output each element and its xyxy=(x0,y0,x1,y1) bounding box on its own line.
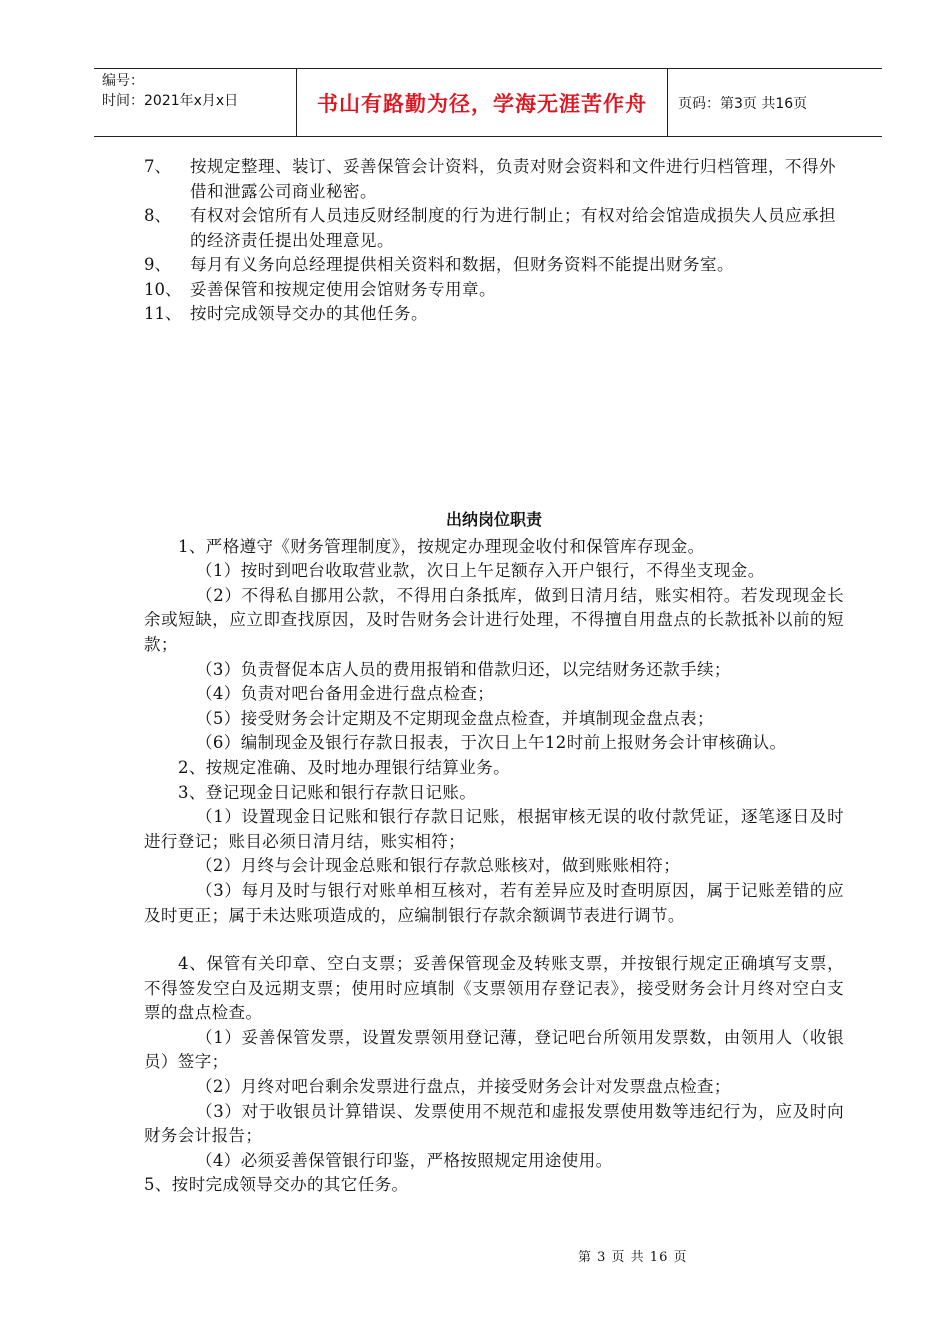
paragraph: （4）负责对吧台备用金进行盘点检查； xyxy=(196,684,495,704)
item-text: 每月有义务向总经理提供相关资料和数据，但财务资料不能提出财务室。 xyxy=(190,255,734,274)
paragraph: 4、保管有关印章、空白支票；妥善保管现金及转账支票，并按银行规定正确填写支票，不得签发空白及远期支票；使用时应填制《支票领用存登记表》，接受财务会计月终对空白支票的盘点检查。 xyxy=(144,954,844,1023)
item-text: 按规定整理、装订、妥善保管会计资料，负责对财会资料和文件进行归档管理，不得外借和泄露公司商业秘密。 xyxy=(190,157,836,201)
item-number: 11、 xyxy=(144,304,182,323)
cashier-duties-section xyxy=(144,508,844,1198)
header-motto-cell xyxy=(296,69,668,136)
page-footer: 第 3 页 共 16 页 xyxy=(578,1250,688,1265)
paragraph: （2）月终对吧台剩余发票进行盘点，并接受财务会计对发票盘点检查； xyxy=(196,1077,731,1097)
header-page-cell xyxy=(668,69,882,136)
list-item xyxy=(144,253,844,278)
item-text: 有权对会馆所有人员违反财经制度的行为进行制止；有权对给会馆造成损失人员应承担的经济责任提出处理意见。 xyxy=(190,206,836,250)
paragraph: （1）设置现金日记账和银行存款日记账，根据审核无误的收付款凭证，逐笔逐日及时进行登记；账目必须日清月结，账实相符； xyxy=(144,807,844,851)
paragraph: （1）按时到吧台收取营业款，次日上午足额存入开户银行，不得坐支现金。 xyxy=(196,561,765,581)
header-meta xyxy=(94,69,296,136)
time-label: 时间：2021年x月x日 xyxy=(102,93,239,109)
paragraph: （3）负责督促本店人员的费用报销和借款归还，以完结财务还款手续； xyxy=(196,659,731,679)
list-item xyxy=(144,204,844,253)
page-header xyxy=(94,68,882,137)
paragraph: （4）必须妥善保管银行印鉴，严格按照规定用途使用。 xyxy=(196,1150,613,1170)
item-number: 8、 xyxy=(144,206,171,225)
paragraph: （2）不得私自挪用公款，不得用白条抵库，做到日清月结，账实相符。若发现现金长余或短缺，应立即查找原因，及时告财务会计进行处理，不得擅自用盘点的长款抵补以前的短款； xyxy=(144,585,844,654)
spacer xyxy=(144,928,844,952)
paragraph: （6）编制现金及银行存款日报表，于次日上午12时前上报财务会计审核确认。 xyxy=(196,733,787,753)
section-title: 出纳岗位职责 xyxy=(445,510,542,529)
item-number: 9、 xyxy=(144,255,171,274)
motto-text: 书山有路勤为径，学海无涯苦作舟 xyxy=(317,91,647,116)
paragraph: （1）妥善保管发票，设置发票领用登记薄，登记吧台所领用发票数，由领用人（收银员）签字； xyxy=(144,1027,844,1072)
paragraph: 3、登记现金日记账和银行存款日记账。 xyxy=(178,782,477,802)
paragraph: （2）月终与会计现金总账和银行存款总账核对，做到账账相符； xyxy=(196,856,681,876)
list-item xyxy=(144,155,844,204)
item-text: 妥善保管和按规定使用会馆财务专用章。 xyxy=(190,279,496,299)
serial-label: 编号： xyxy=(102,73,144,89)
item-text: 按时完成领导交办的其他任务。 xyxy=(190,304,428,323)
list-item xyxy=(144,302,844,327)
item-number: 10、 xyxy=(144,279,182,299)
paragraph: （5）接受财务会计定期及不定期现金盘点检查，并填制现金盘点表； xyxy=(196,708,714,728)
page-info: 页码：第3页 共16页 xyxy=(678,95,808,112)
paragraph: 5、按时完成领导交办的其它任务。 xyxy=(144,1175,409,1195)
item-number: 7、 xyxy=(144,157,171,176)
paragraph: （3）每月及时与银行对账单相互核对，若有差异应及时查明原因，属于记账差错的应及时更正；属于未达账项造成的，应编制银行存款余额调节表进行调节。 xyxy=(144,880,844,925)
paragraph: （3）对于收银员计算错误、发票使用不规范和虚报发票使用数等违纪行为，应及时向财务会计报告； xyxy=(144,1101,844,1146)
duty-list xyxy=(144,155,844,327)
paragraph: 1、严格遵守《财务管理制度》，按规定办理现金收付和保管库存现金。 xyxy=(178,536,705,556)
list-item xyxy=(144,278,844,303)
paragraph: 2、按规定准确、及时地办理银行结算业务。 xyxy=(178,757,510,777)
